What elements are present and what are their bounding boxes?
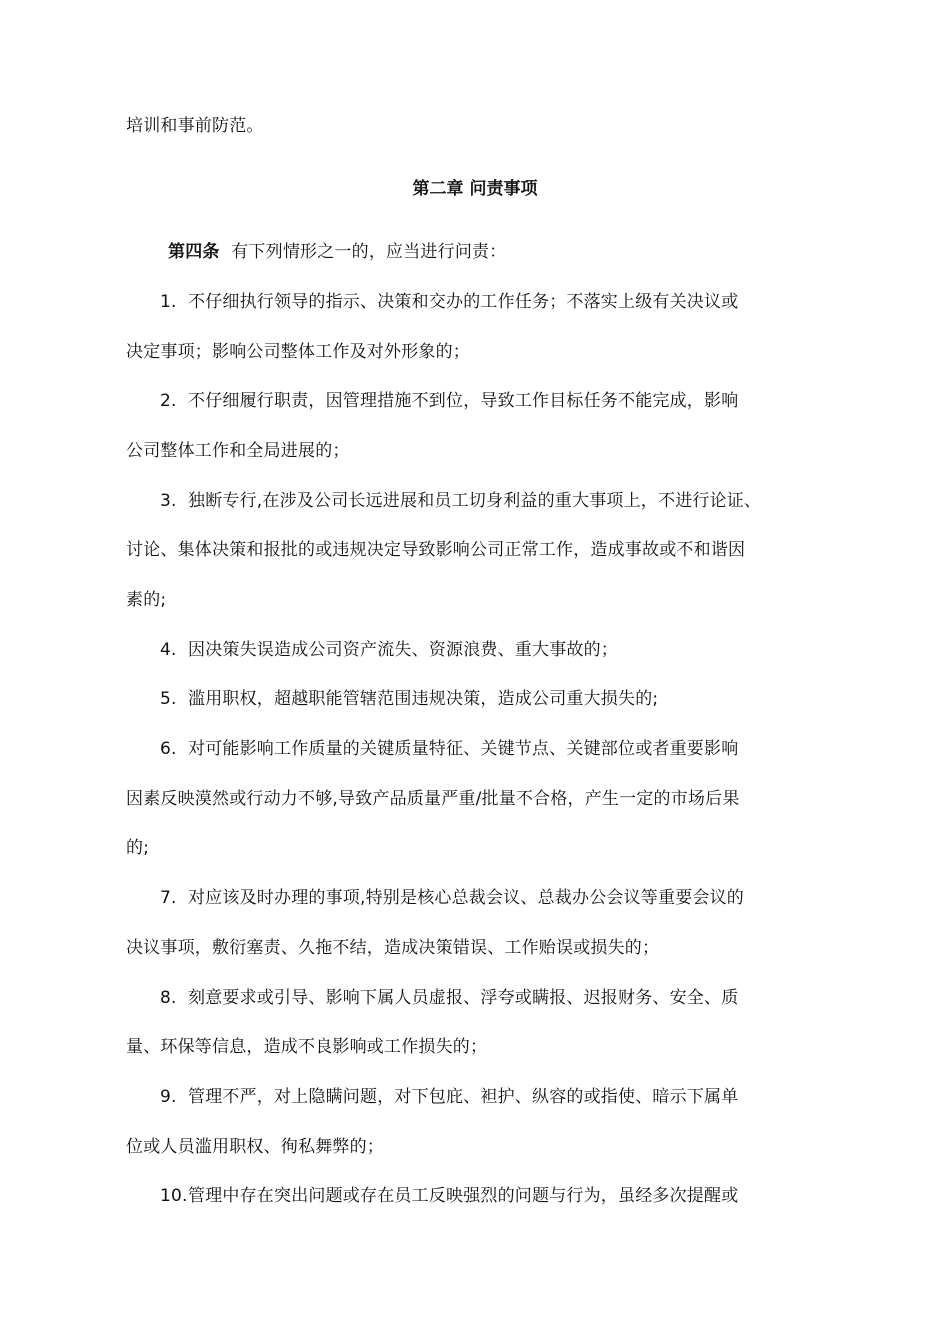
item-number: 3. [160, 491, 177, 511]
item-6-line-1 [160, 737, 860, 761]
item-number: 6. [160, 739, 177, 759]
intro-line: 培训和事前防范。 [126, 116, 264, 136]
item-1-line-1 [160, 290, 860, 314]
item-text: 管理不严，对上隐瞒问题，对下包庇、袒护、纵容的或指使、暗示下属单 [188, 1087, 739, 1107]
item-8-line-1 [160, 986, 860, 1010]
item-6-line-2: 因素反映漠然或行动力不够,导致产品质量严重/批量不合格，产生一定的市场后果 [126, 789, 740, 809]
item-text: 因决策失误造成公司资产流失、资源浪费、重大事故的； [188, 640, 618, 660]
item-number: 1. [160, 292, 177, 312]
item-4-line-1 [160, 638, 860, 662]
item-text: 独断专行,在涉及公司长远进展和员工切身利益的重大事项上，不进行论证、 [188, 491, 762, 511]
article-text: 有下列情形之一的，应当进行问责： [231, 242, 507, 262]
item-5-line-1 [160, 687, 860, 711]
item-text: 滥用职权，超越职能管辖范围违规决策，造成公司重大损失的; [188, 689, 659, 709]
item-number: 2. [160, 391, 177, 411]
item-number: 8. [160, 988, 177, 1008]
item-number: 7. [160, 888, 177, 908]
item-6-line-3: 的; [126, 838, 150, 858]
item-9-line-2: 位或人员滥用职权、徇私舞弊的； [126, 1137, 384, 1157]
item-text: 对可能影响工作质量的关键质量特征、关键节点、关键部位或者重要影响 [188, 739, 739, 759]
item-number: 5. [160, 689, 177, 709]
item-text: 不仔细履行职责，因管理措施不到位，导致工作目标任务不能完成，影响 [188, 391, 739, 411]
item-number: 10. [160, 1186, 188, 1206]
item-text: 不仔细执行领导的指示、决策和交办的工作任务；不落实上级有关决议或 [188, 292, 739, 312]
item-text: 管理中存在突出问题或存在员工反映强烈的问题与行为，虽经多次提醒或 [188, 1186, 739, 1206]
item-2-line-1 [160, 389, 860, 413]
item-10-line-1 [160, 1184, 860, 1208]
item-text: 对应该及时办理的事项,特别是核心总裁会议、总裁办公会议等重要会议的 [188, 888, 745, 908]
item-3-line-1 [160, 489, 860, 513]
item-number: 9. [160, 1087, 177, 1107]
item-9-line-1 [160, 1085, 860, 1109]
article-label: 第四条 [168, 242, 220, 262]
item-2-line-2: 公司整体工作和全局进展的； [126, 441, 350, 461]
item-text: 刻意要求或引导、影响下属人员虚报、浮夸或瞒报、迟报财务、安全、质 [188, 988, 739, 1008]
article-4 [168, 240, 868, 264]
item-8-line-2: 量、环保等信息，造成不良影响或工作损失的； [126, 1037, 488, 1057]
item-number: 4. [160, 640, 177, 660]
chapter-title: 第二章 问责事项 [412, 179, 538, 199]
item-7-line-1 [160, 886, 860, 910]
item-3-line-3: 素的; [126, 590, 167, 610]
item-3-line-2: 讨论、集体决策和报批的或违规决定导致影响公司正常工作，造成事故或不和谐因 [126, 540, 746, 560]
item-1-line-2: 决定事项；影响公司整体工作及对外形象的； [126, 342, 470, 362]
item-7-line-2: 决议事项，敷衍塞责、久拖不结，造成决策错误、工作贻误或损失的； [126, 938, 660, 958]
